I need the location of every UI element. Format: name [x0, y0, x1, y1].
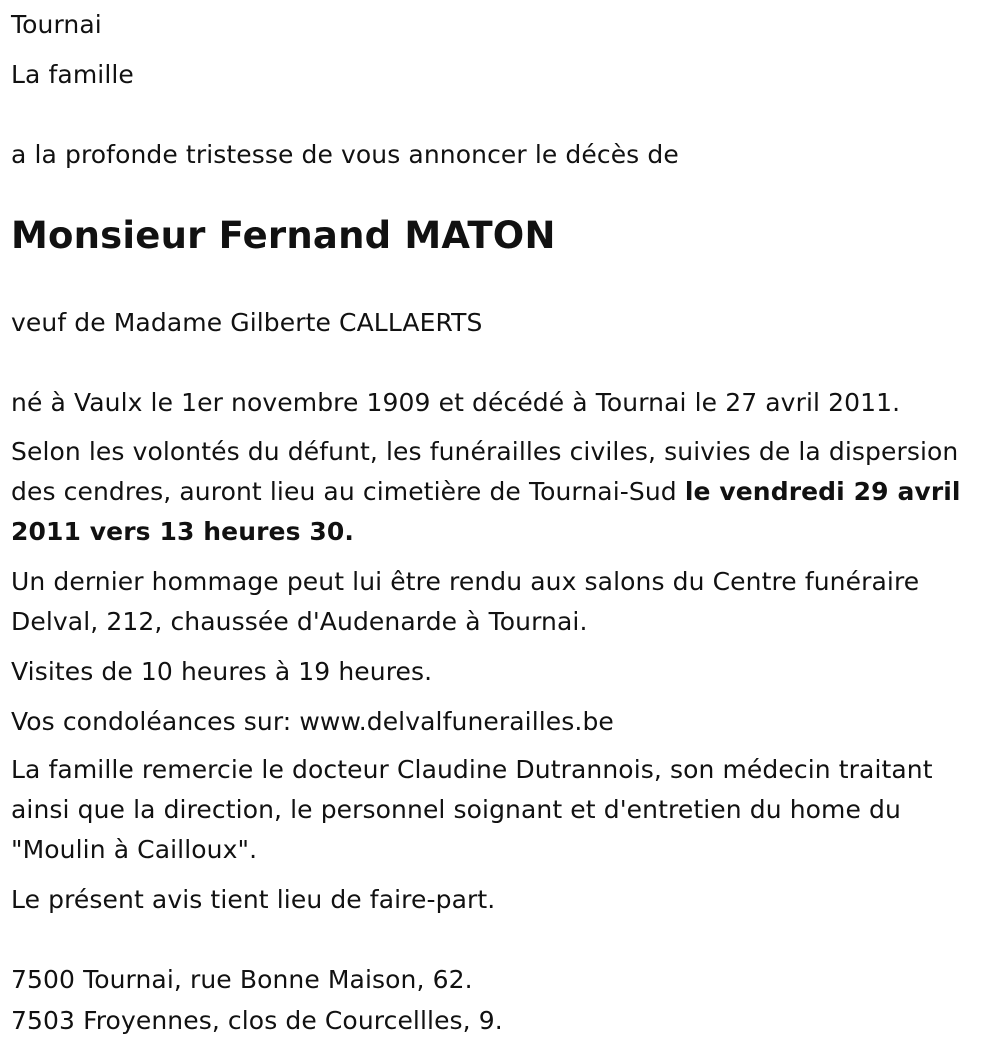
widower-of: veuf de Madame Gilberte CALLAERTS: [11, 308, 483, 337]
announcement: a la profonde tristesse de vous annoncer le décès de: [11, 140, 679, 169]
closing: Le présent avis tient lieu de faire-part.: [11, 885, 496, 914]
address-line: 7500 Tournai, rue Bonne Maison, 62.: [11, 965, 473, 994]
deceased-name: Monsieur Fernand MATON: [11, 214, 556, 257]
visits: Visites de 10 heures à 19 heures.: [11, 657, 433, 686]
birth-death: né à Vaulx le 1er novembre 1909 et décédé à Tournai le 27 avril 2011.: [11, 388, 901, 417]
location: Tournai: [11, 10, 102, 39]
condolences: Vos condoléances sur: www.delvalfunerailles.be: [11, 707, 614, 736]
funeral-paragraph: [11, 432, 993, 552]
thanks-paragraph: La famille remercie le docteur Claudine Dutrannois, son médecin traitant ainsi que la direction, le personnel soignant et d'entretien du home du "Moulin à Cailloux".: [11, 755, 933, 864]
tribute-paragraph: Un dernier hommage peut lui être rendu aux salons du Centre funéraire Delval, 212, chaussée d'Audenarde à Tournai.: [11, 567, 920, 636]
address-line: 7503 Froyennes, clos de Courcellles, 9.: [11, 1006, 503, 1035]
intro-family: La famille: [11, 60, 134, 89]
funeral-date-time: le vendredi 29 avril 2011 vers 13 heures 30.: [11, 477, 961, 546]
funeral-text: Selon les volontés du défunt, les funérailles civiles, suivies de la dispersion des cendres, auront lieu au cimetière de Tournai-Sud: [11, 437, 959, 506]
